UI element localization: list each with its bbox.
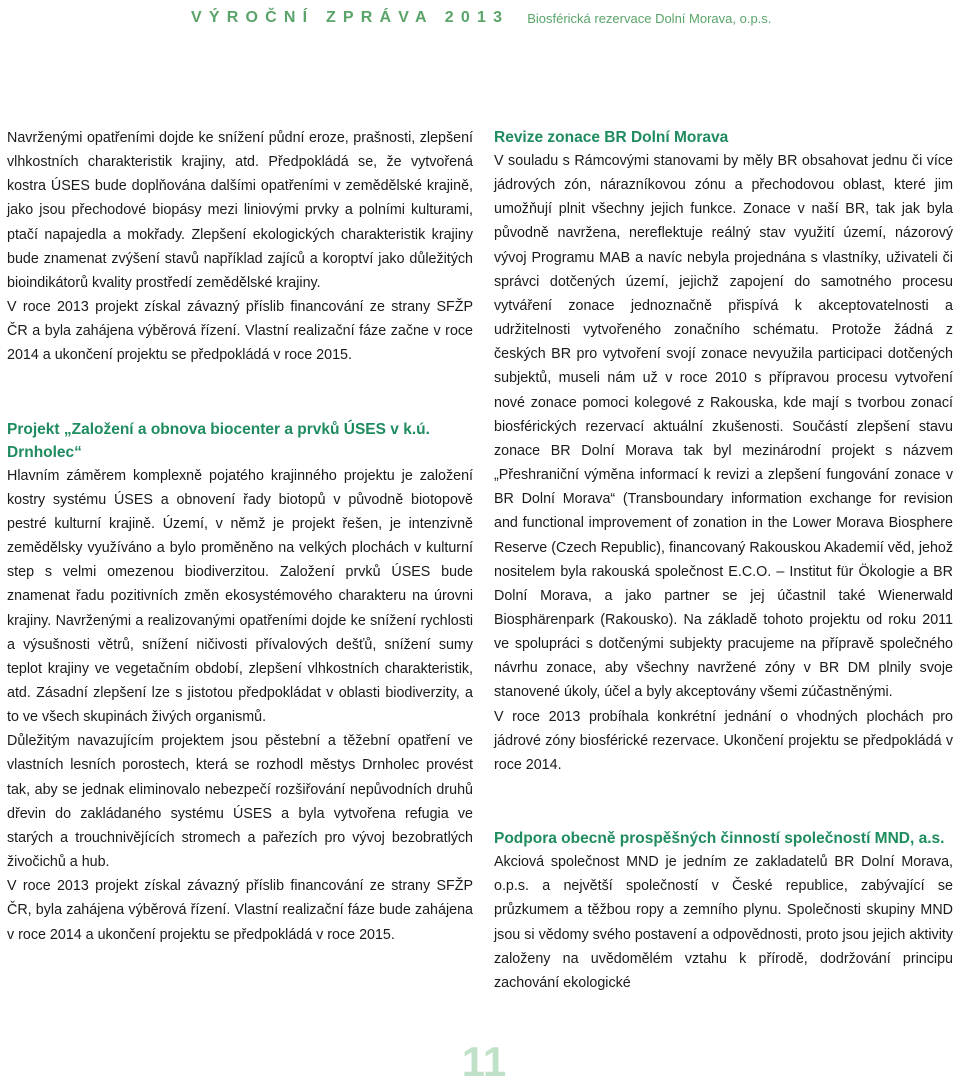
right-paragraph-1: V souladu s Rámcovými stanovami by měly BR obsahovat jednu či více jádrových zón, nárazníkovou zónu a přechodovou oblast, které jim umožňují plnit všechny jejich funkce. Zonace v naší BR, tak jak byla původně navržena, nereflektuje reálný stav využití území, názorový vývoj Programu MAB a navíc nebyla projednána s vlastníky, uživateli či správci dotčených území, jejichž zapojení do samotného procesu vytváření zonace jednoznačně přispívá k akceptovatelnosti a udržitelnosti vytvořeného zonačního schématu. Protože žádná z českých BR pro vytvoření svojí zonace nevyužila participaci dotčených subjektů, museli nám už v roce 2010 s přípravou procesu vytvoření nové zonace pomoci kolegové z Rakouska, kde mají s tvorbou zonací biosférických rezervací aktuální zkušenosti. Součástí zlepšení stavu zonace BR Dolní Morava tak byl mezinárodní projekt s názvem „Přeshraniční výměna informací k revizi a zlepšení fungování zonace v BR Dolní Morava“ (Transboundary information exchange for revision and functional improvement of zonation in the Lower Morava Biosphere Reserve (Czech Republic), financovaný Rakouskou Akademií věd, jehož nositelem byla rakouská společnost E.C.O. – Institut für Ökologie a BR Dolní Morava, a jako partner se jej účastnil také Wienerwald Biosphärenpark (Rakousko). Na základě tohoto projektu od roku 2011 ve spolupráci s dotčenými subjekty pracujeme na přípravě společného návrhu zonace, aby všechny navržené zóny v BR DM plnily svoje stanovené úkoly, účel a byly akceptovány všemi zúčastněnými. — [494, 153, 953, 701]
left-paragraph-4: Důležitým navazujícím projektem jsou pěstební a těžební opatření ve vlastních lesních porostech, která se rozhodl městys Drnholec provést tak, aby se jednak eliminovalo nebezpečí rozšiřování nepůvodních druhů dřevin do zakládaného systému ÚSES a byla vytvořena refugia ve starých a trouchnivějících stromech a pařezích pro vývoj bezobratlých živočichů a hub. — [7, 733, 473, 871]
running-header — [191, 8, 771, 28]
left-paragraph-5: V roce 2013 projekt získal závazný příslib financování ze strany SFŽP ČR, byla zahájena výběrová řízení. Vlastní realizační fáze bude zahájena v roce 2014 a ukončení projektu se předpokládá v roce 2015. — [7, 878, 473, 943]
left-paragraph-2: V roce 2013 projekt získal závazný příslib financování ze strany SFŽP ČR a byla zahájena výběrová řízení. Vlastní realizační fáze začne v roce 2014 a ukončení projektu se předpokládá v roce 2015. — [7, 299, 473, 364]
report-title: VÝROČNÍ ZPRÁVA 2013 — [191, 9, 510, 26]
organization-name: Biosférická rezervace Dolní Morava, o.p.s. — [527, 10, 772, 26]
left-paragraph-1: Navrženými opatřeními dojde ke snížení půdní eroze, prašnosti, zlepšení vlhkostních charakteristik krajiny, atd. Předpokládá se, že vytvořená kostra ÚSES bude doplňována dalšími opatřeními v zemědělské krajině, jako jsou přechodové biopásy mezi liniovými prvky a polními kulturami, ptačí napajedla a mokřady. Zlepšení ekologických charakteristik krajiny bude znamenat zvýšení stavů například zajíců a koroptví jako důležitých bioindikátorů kvality prostředí zemědělské krajiny. — [7, 130, 473, 291]
section-spacer — [7, 368, 473, 418]
section-heading-zonace: Revize zonace BR Dolní Morava — [494, 129, 729, 146]
left-column — [7, 126, 473, 947]
right-paragraph-2: V roce 2013 probíhala konkrétní jednání o vhodných plochách pro jádrové zóny biosférické rezervace. Ukončení projektu se předpokládá v roce 2014. — [494, 708, 953, 773]
section-heading-uses-drnholec: Projekt „Založení a obnova biocenter a prvků ÚSES v k.ú. Drnholec“ — [7, 420, 430, 461]
section-spacer — [494, 777, 953, 827]
page-number: 11 — [461, 1038, 507, 1085]
right-paragraph-3: Akciová společnost MND je jedním ze zakladatelů BR Dolní Morava, o.p.s. a největší společností v České republice, zabývající se průzkumem a těžbou ropy a zemního plynu. Společnosti skupiny MND jsou si vědomy svého postavení a odpovědnosti, proto jsou jejich aktivity založeny na uvědomělém vztahu k přírodě, dodržování principu zachování ekologické — [494, 854, 953, 991]
left-paragraph-3: Hlavním záměrem komplexně pojatého krajinného projektu je založení kostry systému ÚSES a obnovení řady biotopů v původně biotopově pestré kulturní krajině. Území, v němž je projekt řešen, je intenzivně zemědělsky využíváno a bylo proměněno na velkých plochách v kulturní step s velmi omezenou biodiverzitou. Založení prvků ÚSES bude znamenat řadu pozitivních změn ekosystémového charakteru na úrovni krajiny. Navrženými a realizovanými opatřeními dojde ke snížení rychlosti a výsušnosti větrů, snížení ničivosti přívalových dešťů, snížení sumy teplot krajiny ve vegetačním období, zlepšení vlhkostních charakteristik, atd. Zásadní zlepšení lze s jistotou předpokládat v oblasti biodiverzity, a to ve všech skupinách živých organismů. — [7, 467, 473, 726]
section-heading-mnd: Podpora obecně prospěšných činností společností MND, a.s. — [494, 830, 945, 848]
right-column — [494, 126, 953, 995]
